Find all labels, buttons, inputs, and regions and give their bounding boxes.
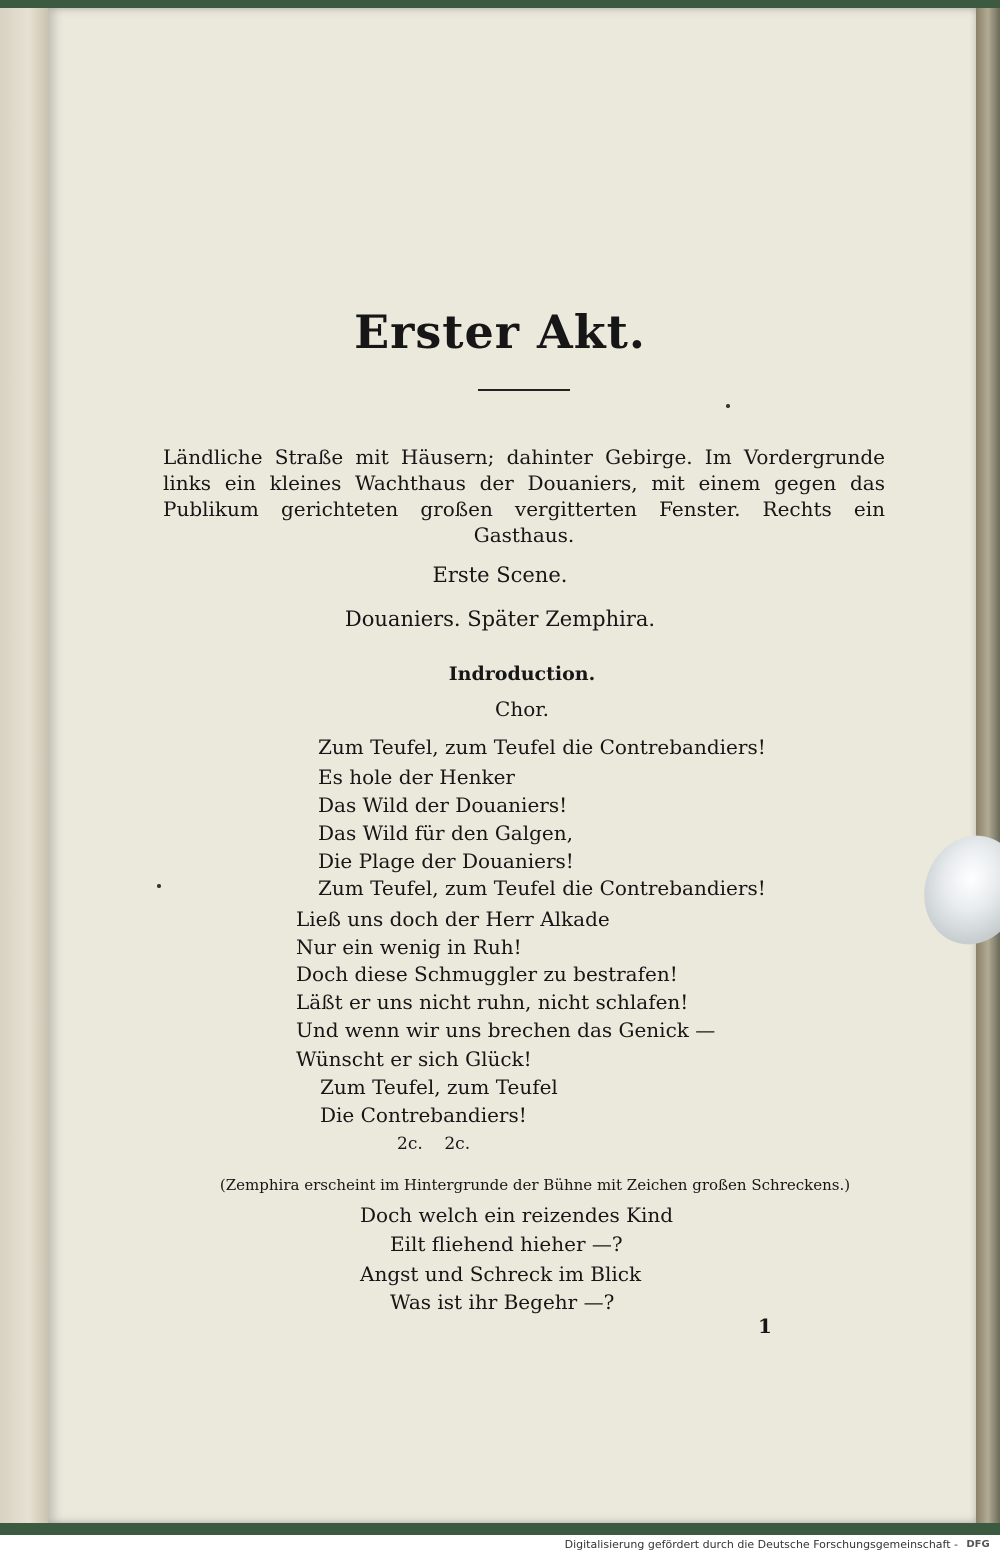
verse-line: Läßt er uns nicht ruhn, nicht schlafen! [296,990,689,1014]
speaker: Chor. [495,697,549,721]
verse-line: Es hole der Henker [318,765,515,789]
section-title: Indroduction. [448,663,596,685]
page-number: 1 [758,1314,772,1338]
title-rule [478,389,570,391]
stage-direction: (Zemphira erscheint im Hintergrunde der Bühne mit Zeichen großen Schreckens.) [219,1176,851,1194]
verse-line: Ließ uns doch der Herr Alkade [296,907,610,931]
scene-characters: Douaniers. Später Zemphira. [344,607,656,631]
ink-speck [726,404,730,408]
verse-line: Die Plage der Douaniers! [318,849,574,873]
verse-line: Zum Teufel, zum Teufel die Contrebandiers! [318,876,766,900]
facing-page-edge [0,8,48,1523]
verse-line: Eilt fliehend hieher —? [390,1232,623,1256]
verse-line: Und wenn wir uns brechen das Genick — [296,1018,716,1042]
scene-title: Erste Scene. [432,563,568,587]
verse-line: Was ist ihr Begehr —? [390,1290,615,1314]
ink-speck [157,884,161,888]
verse-line: Doch diese Schmuggler zu bestrafen! [296,962,678,986]
verse-line: Die Contrebandiers! [320,1103,527,1127]
page-edge-right [976,8,1000,1523]
verse-line: Angst und Schreck im Blick [360,1262,642,1286]
verse-line: Nur ein wenig in Ruh! [296,935,522,959]
verse-line: Doch welch ein reizendes Kind [360,1203,674,1227]
verse-line: Wünscht er sich Glück! [296,1047,532,1071]
digitization-footer [0,1535,1000,1556]
verse-line: Das Wild für den Galgen, [318,821,573,845]
etc-marker: 2c. 2c. [397,1134,471,1154]
dfg-logo: DFG [966,1539,990,1550]
footer-credit: Digitalisierung gefördert durch die Deutsche Forschungsgemeinschaft - [564,1538,958,1551]
verse-line: Das Wild der Douaniers! [318,793,568,817]
verse-line: Zum Teufel, zum Teufel die Contrebandiers! [318,735,766,759]
stage-setting: Ländliche Straße mit Häusern; dahinter Gebirge. Im Vordergrunde links ein kleines Wachthaus der Douaniers, mit einem gegen das Publikum gerichteten großen vergitterten Fenster. Rechts ein Gasthaus. [163,445,885,547]
act-title: Erster Akt. [354,305,646,359]
verse-line: Zum Teufel, zum Teufel [320,1075,558,1099]
